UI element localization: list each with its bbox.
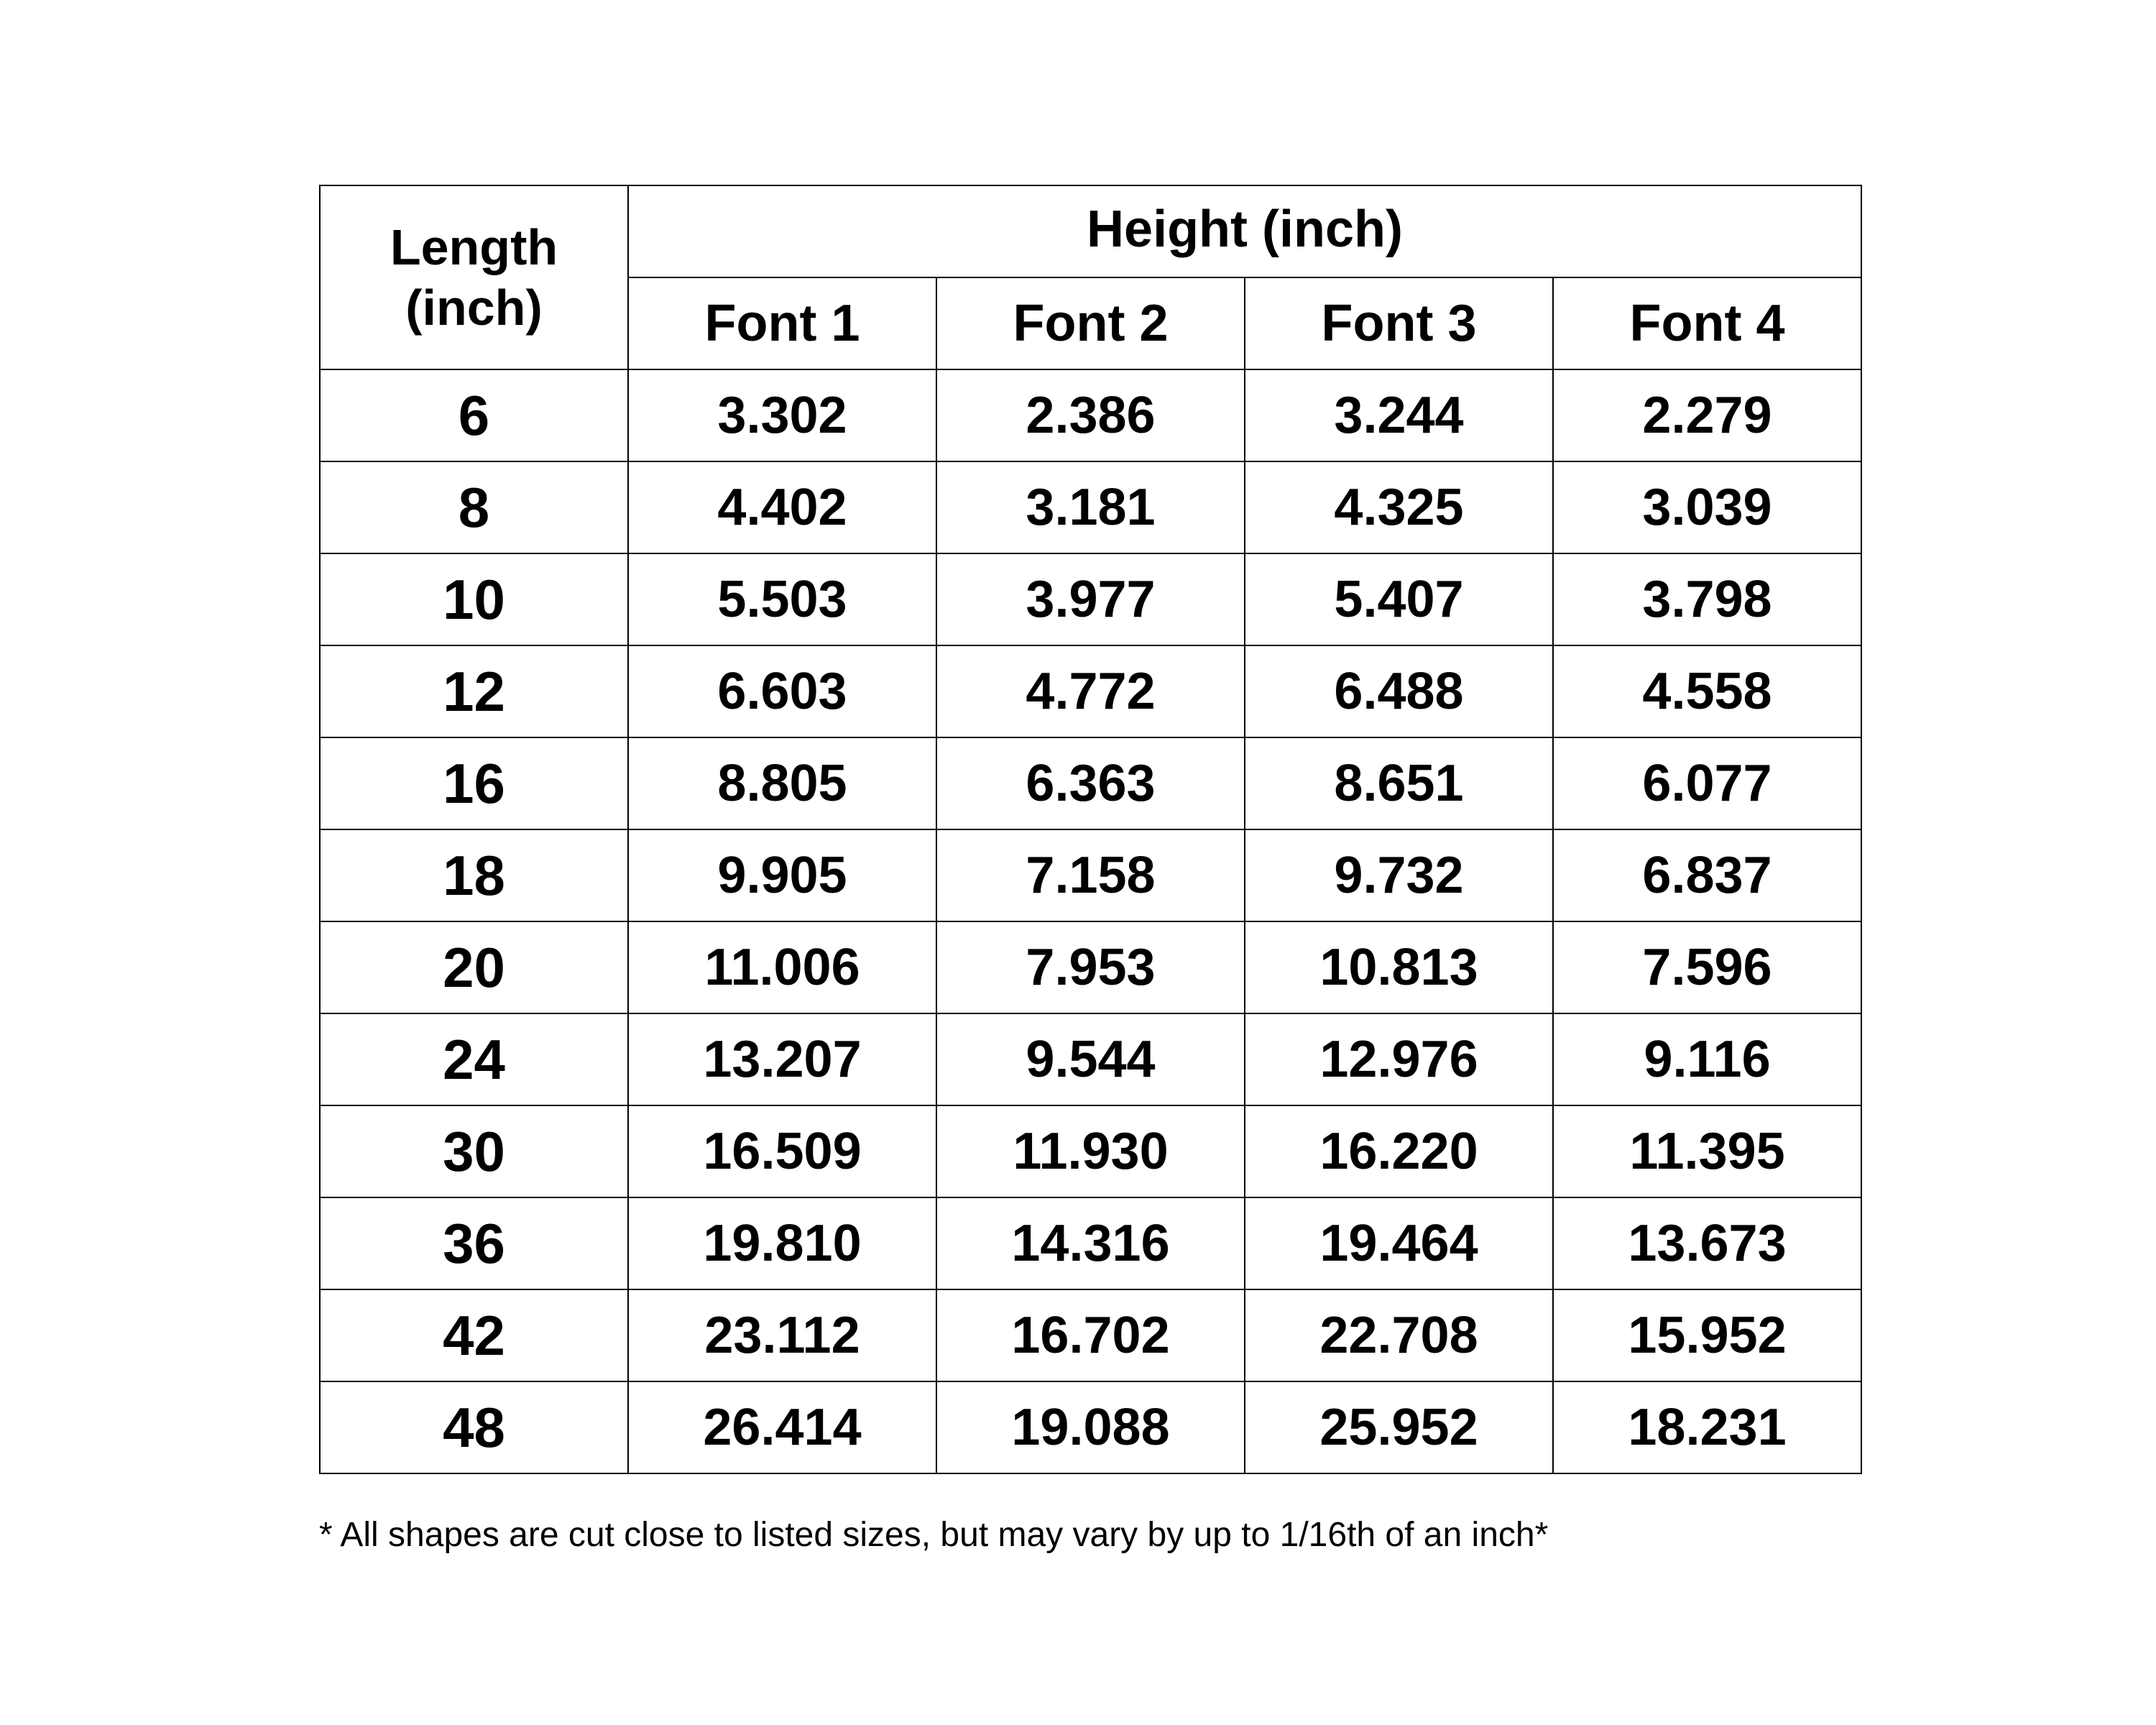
table-row bbox=[320, 461, 1861, 553]
length-cell: 48 bbox=[320, 1381, 628, 1473]
height-font-3-cell: 8.651 bbox=[1245, 737, 1553, 829]
height-font-3-cell: 6.488 bbox=[1245, 645, 1553, 737]
length-header-line1: Length bbox=[390, 219, 558, 275]
length-cell: 30 bbox=[320, 1105, 628, 1197]
table-row bbox=[320, 1105, 1861, 1197]
height-group-header: Height (inch) bbox=[628, 185, 1861, 277]
table-row bbox=[320, 1381, 1861, 1473]
table-header bbox=[320, 185, 1861, 369]
height-font-1-cell: 9.905 bbox=[628, 829, 936, 921]
height-font-3-cell: 3.244 bbox=[1245, 369, 1553, 461]
height-font-3-cell: 9.732 bbox=[1245, 829, 1553, 921]
table-row bbox=[320, 1289, 1861, 1381]
length-cell: 36 bbox=[320, 1197, 628, 1289]
length-column-header bbox=[320, 185, 628, 369]
height-font-4-cell: 11.395 bbox=[1553, 1105, 1861, 1197]
height-font-3-cell: 12.976 bbox=[1245, 1013, 1553, 1105]
height-font-2-cell: 19.088 bbox=[936, 1381, 1245, 1473]
footnote: * All shapes are cut close to listed sizes, but may vary by up to 1/16th of an inch* bbox=[319, 1516, 1549, 1554]
table-row bbox=[320, 829, 1861, 921]
font-4-header: Font 4 bbox=[1553, 277, 1861, 369]
height-font-4-cell: 9.116 bbox=[1553, 1013, 1861, 1105]
table-row bbox=[320, 553, 1861, 645]
height-font-4-cell: 15.952 bbox=[1553, 1289, 1861, 1381]
height-font-4-cell: 3.798 bbox=[1553, 553, 1861, 645]
height-font-3-cell: 5.407 bbox=[1245, 553, 1553, 645]
height-font-4-cell: 7.596 bbox=[1553, 921, 1861, 1013]
height-font-3-cell: 16.220 bbox=[1245, 1105, 1553, 1197]
table-row bbox=[320, 1013, 1861, 1105]
height-font-1-cell: 5.503 bbox=[628, 553, 936, 645]
height-font-2-cell: 6.363 bbox=[936, 737, 1245, 829]
table-row bbox=[320, 737, 1861, 829]
height-font-2-cell: 3.181 bbox=[936, 461, 1245, 553]
length-cell: 24 bbox=[320, 1013, 628, 1105]
height-font-4-cell: 2.279 bbox=[1553, 369, 1861, 461]
height-font-1-cell: 4.402 bbox=[628, 461, 936, 553]
length-cell: 20 bbox=[320, 921, 628, 1013]
height-font-4-cell: 3.039 bbox=[1553, 461, 1861, 553]
height-font-1-cell: 13.207 bbox=[628, 1013, 936, 1105]
font-3-header: Font 3 bbox=[1245, 277, 1553, 369]
height-font-2-cell: 11.930 bbox=[936, 1105, 1245, 1197]
length-cell: 16 bbox=[320, 737, 628, 829]
height-font-2-cell: 7.158 bbox=[936, 829, 1245, 921]
height-font-1-cell: 23.112 bbox=[628, 1289, 936, 1381]
table-row bbox=[320, 645, 1861, 737]
font-1-header: Font 1 bbox=[628, 277, 936, 369]
length-cell: 12 bbox=[320, 645, 628, 737]
length-cell: 6 bbox=[320, 369, 628, 461]
height-font-4-cell: 6.077 bbox=[1553, 737, 1861, 829]
table-body bbox=[320, 369, 1861, 1473]
header-row-top bbox=[320, 185, 1861, 277]
table-row bbox=[320, 369, 1861, 461]
height-font-2-cell: 4.772 bbox=[936, 645, 1245, 737]
height-font-3-cell: 4.325 bbox=[1245, 461, 1553, 553]
height-font-2-cell: 9.544 bbox=[936, 1013, 1245, 1105]
height-font-2-cell: 16.702 bbox=[936, 1289, 1245, 1381]
height-font-4-cell: 6.837 bbox=[1553, 829, 1861, 921]
height-font-4-cell: 4.558 bbox=[1553, 645, 1861, 737]
font-2-header: Font 2 bbox=[936, 277, 1245, 369]
height-font-3-cell: 19.464 bbox=[1245, 1197, 1553, 1289]
height-font-3-cell: 22.708 bbox=[1245, 1289, 1553, 1381]
size-chart-table bbox=[319, 185, 1862, 1474]
height-font-3-cell: 25.952 bbox=[1245, 1381, 1553, 1473]
length-cell: 10 bbox=[320, 553, 628, 645]
length-header-line2: (inch) bbox=[405, 280, 543, 336]
height-font-2-cell: 2.386 bbox=[936, 369, 1245, 461]
height-font-2-cell: 3.977 bbox=[936, 553, 1245, 645]
length-cell: 18 bbox=[320, 829, 628, 921]
height-font-4-cell: 18.231 bbox=[1553, 1381, 1861, 1473]
length-cell: 42 bbox=[320, 1289, 628, 1381]
height-font-1-cell: 11.006 bbox=[628, 921, 936, 1013]
height-font-1-cell: 26.414 bbox=[628, 1381, 936, 1473]
height-font-3-cell: 10.813 bbox=[1245, 921, 1553, 1013]
height-font-1-cell: 3.302 bbox=[628, 369, 936, 461]
height-font-2-cell: 14.316 bbox=[936, 1197, 1245, 1289]
table-row bbox=[320, 1197, 1861, 1289]
height-font-1-cell: 8.805 bbox=[628, 737, 936, 829]
height-font-1-cell: 19.810 bbox=[628, 1197, 936, 1289]
height-font-4-cell: 13.673 bbox=[1553, 1197, 1861, 1289]
height-font-1-cell: 6.603 bbox=[628, 645, 936, 737]
length-cell: 8 bbox=[320, 461, 628, 553]
table-row bbox=[320, 921, 1861, 1013]
height-font-1-cell: 16.509 bbox=[628, 1105, 936, 1197]
height-font-2-cell: 7.953 bbox=[936, 921, 1245, 1013]
